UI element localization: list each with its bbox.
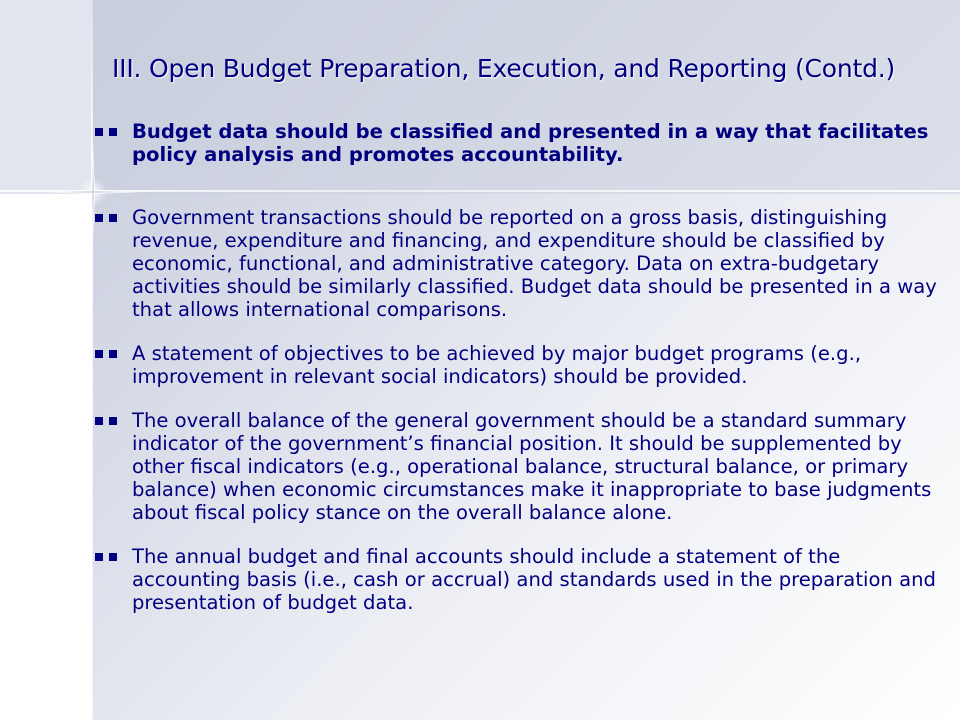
bullet-square-icon bbox=[95, 350, 103, 358]
bullet-item bbox=[95, 206, 950, 321]
decorative-vertical-line bbox=[91, 0, 93, 720]
bullet-square-icon bbox=[109, 417, 117, 425]
bullet-text: A statement of objectives to be achieved by major budget programs (e.g., improvement in relevant social indicators) should be provided. bbox=[132, 342, 862, 388]
bullet-item bbox=[95, 120, 950, 166]
bullet-square-icon bbox=[109, 128, 117, 136]
bullet-item bbox=[95, 545, 950, 614]
bullet-square-icon bbox=[109, 553, 117, 561]
bullet-square-icon bbox=[95, 214, 103, 222]
bullet-text: Government transactions should be reported on a gross basis, distinguishing revenue, expenditure and financing, and expenditure should be classified by economic, functional, and administrative category. Data on extra-budgetary activities should be similarly classified. Budget data should be presented in a way that allows international comparisons. bbox=[132, 206, 937, 321]
bullet-text: Budget data should be classified and presented in a way that facilitates policy analysis and promotes accountability. bbox=[132, 120, 929, 166]
bullet-text: The annual budget and final accounts should include a statement of the accounting basis (i.e., cash or accrual) and standards used in the preparation and presentation of budget data. bbox=[132, 545, 936, 614]
slide-title: III. Open Budget Preparation, Execution, and Reporting (Contd.) bbox=[112, 54, 896, 83]
bullet-square-icon bbox=[95, 553, 103, 561]
bullet-square-icon bbox=[109, 214, 117, 222]
bullet-item bbox=[95, 342, 950, 388]
bullet-text: The overall balance of the general government should be a standard summary indicator of the government’s financial position. It should be supplemented by other fiscal indicators (e.g., operational balance, structural balance, or primary balance) when economic circumstances make it inappropriate to base judgments about fiscal policy stance on the overall balance alone. bbox=[132, 409, 932, 524]
bullet-square-icon bbox=[109, 350, 117, 358]
bullet-item bbox=[95, 409, 950, 524]
bullet-square-icon bbox=[95, 417, 103, 425]
bullet-square-icon bbox=[95, 128, 103, 136]
bullet-list bbox=[95, 120, 950, 635]
